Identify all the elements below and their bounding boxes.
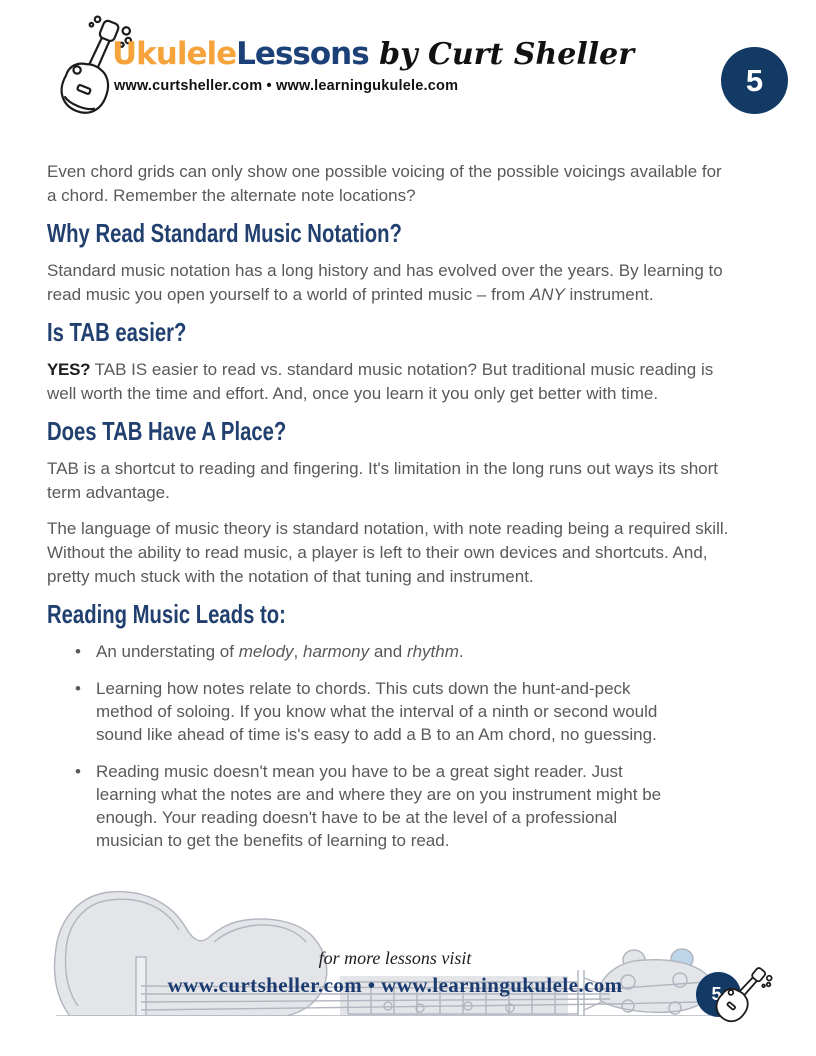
text-segment: rhythm (406, 642, 459, 661)
paragraph (47, 457, 733, 505)
section-heading (47, 319, 737, 347)
section-heading (47, 418, 737, 446)
list-item (75, 760, 663, 852)
paragraph (47, 358, 733, 406)
text-segment: Reading music doesn't mean you have to be a great sight reader. Just learning what the notes are and where they are on you instrument might be enough. Your reading doesn't have to be at the level of a professional musician to get the benefits of learning to read. (96, 762, 662, 850)
section-heading-text: Why Read Standard Music Notation? (47, 218, 402, 248)
text-segment: The language of music theory is standard notation, with note reading being a required skill. Without the ability to read music, a player is left to their own devices and shortcuts. And, pretty much stuck with the notation of that tuning and instrument. (47, 519, 729, 586)
text-segment: and (369, 642, 407, 661)
paragraph (47, 259, 733, 307)
section-heading-text: Reading Music Leads to: (47, 599, 286, 629)
text-segment: . (458, 642, 464, 661)
text-segment: , (293, 642, 303, 661)
content (47, 160, 737, 866)
text-segment: Even chord grids can only show one possible voicing of the possible voicings available for a chord. Remember the alternate note locations? (47, 162, 722, 205)
list-item (75, 640, 663, 663)
text-segment: melody (238, 642, 294, 661)
footer-visit-text: for more lessons visit (318, 948, 472, 968)
paragraph (47, 517, 733, 589)
header-urls-link[interactable]: www.curtsheller.com • www.learningukulele.com (114, 78, 459, 94)
section-heading-text: Is TAB easier? (47, 317, 187, 347)
footer-text-block (40, 948, 750, 998)
text-segment: harmony (302, 642, 370, 661)
brand-lessons: Lessons (236, 36, 369, 72)
paragraph (47, 160, 733, 208)
text-segment: ANY (529, 285, 565, 304)
text-segment: Standard music notation has a long history and has evolved over the years. By learning to read music you open yourself to a world of printed music – from (47, 261, 723, 304)
text-segment: instrument. (564, 285, 654, 304)
section-heading (47, 220, 737, 248)
brand-ukulele: Ukulele (112, 36, 237, 72)
section-heading (47, 601, 737, 629)
text-segment: Learning how notes relate to chords. This cuts down the hunt-and-peck method of soloing. If you know what the interval of a ninth or second would sound like ahead of time is's easy to add a B to an Am chord, no guessing. (96, 679, 658, 744)
brand-title (112, 36, 634, 72)
page-number: 5 (745, 62, 764, 98)
list-item (75, 677, 663, 746)
section-heading-text: Does TAB Have A Place? (47, 416, 287, 446)
page-number-badge (721, 47, 788, 114)
text-segment: An understating of (96, 642, 239, 661)
text-segment: TAB IS easier to read vs. standard music notation? But traditional music reading is well worth the time and effort. And, once you learn it you only get better with time. (47, 360, 714, 403)
footer-page-number: 5 (711, 984, 722, 1004)
text-segment: YES? (47, 360, 91, 379)
brand-byline: by Curt Sheller (368, 37, 635, 72)
bullet-list (75, 640, 737, 852)
footer-urls-link[interactable]: www.curtsheller.com • www.learningukulele.com (167, 973, 623, 997)
text-segment: TAB is a shortcut to reading and fingering. It's limitation in the long runs out ways its short term advantage. (47, 459, 718, 502)
